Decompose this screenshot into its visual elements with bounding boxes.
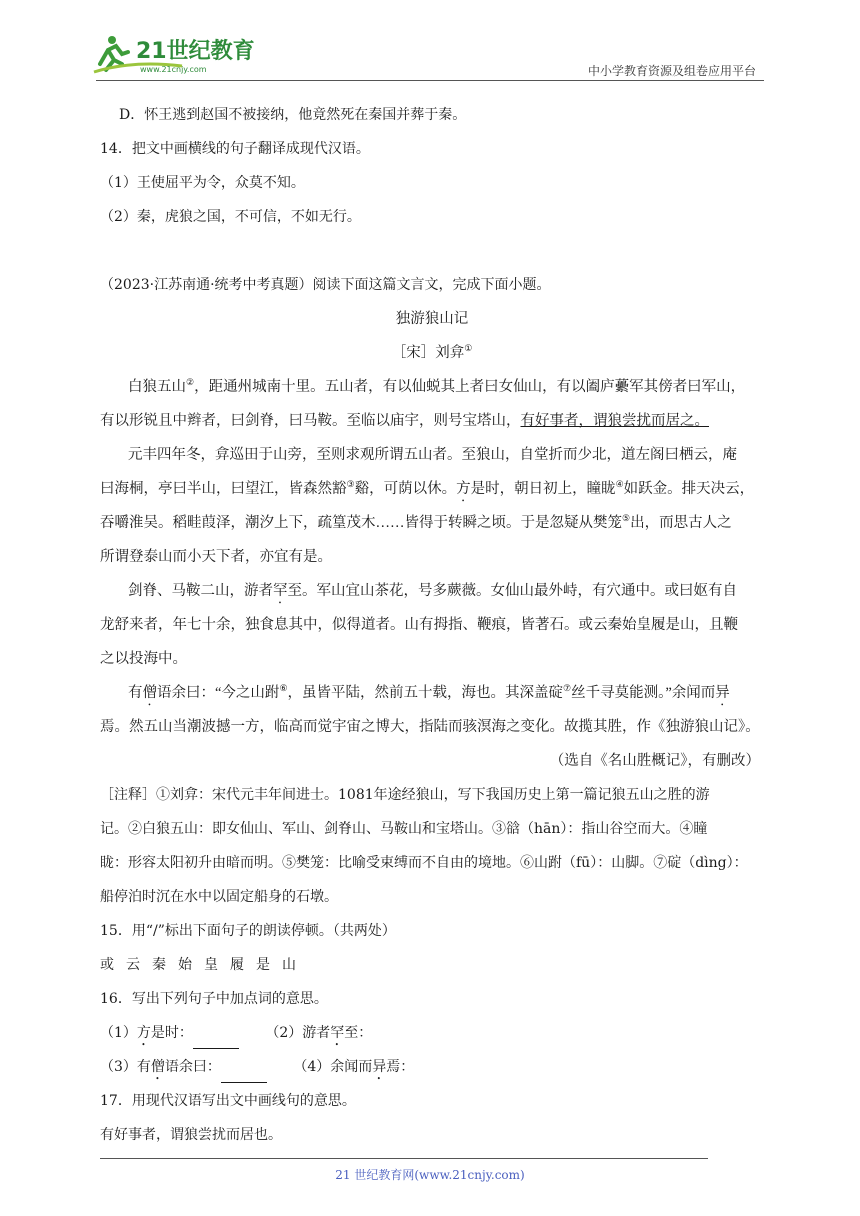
dotted-word-fang: 方 [456,481,471,497]
p2-line-4: 所谓登泰山而小天下者，亦宜有是。 [100,549,332,565]
q14-item-2: （2）秦，虎狼之国，不可信，不如无行。 [100,209,361,225]
q13-option-d: D．怀王逃到赵国不被接纳，他竟然死在秦国并葬于秦。 [119,107,467,123]
q17-prompt: 17．用现代汉语写出文中画线句的意思。 [100,1093,356,1109]
p2-line-3: 吞嚼淮吴。稻畦葭泽，潮汐上下，疏篁茂木……皆得于转瞬之顷。于是忽疑从樊笼⑤出，而思古人之 [100,513,732,531]
platform-tagline: 中小学教育资源及组卷应用平台 [587,64,756,78]
p4-line-1: 有僧语余曰：“今之山跗⑥，虽皆平陆，然前五十载，海也。其深盖碇⑦丝千寻莫能测。”余闻而异 [128,683,730,701]
q14-prompt: 14．把文中画横线的句子翻译成现代汉语。 [100,141,370,157]
annotations [100,782,764,918]
p3-line-2: 龙舒来者，年七十余，独食息其中，似得道者。山有拇指、鞭痕，皆著石。或云秦始皇履是山，且鞭 [100,617,738,633]
q16-dot-1: 方 [136,1025,151,1041]
passage-citation: （选自《名山胜概记》，有删改） [549,753,760,769]
p1-line-1: 白狼五山②，距通州城南十里。五山者，有以仙蜕其上者曰女仙山，有以阖庐虆军其傍者曰军山， [128,377,746,395]
underlined-sentence: 有好事者，谓狼尝扰而居之。 [520,413,709,429]
q14-item-1: （1）王使屈平为令，众莫不知。 [100,175,305,191]
q15-prompt: 15．用“/”标出下面句子的朗读停顿。（共两处） [100,923,396,939]
classical-passage [100,306,764,782]
note-line-2: 记。②白狼五山：即女仙山、军山、剑脊山、马鞍山和宝塔山。③谽（hān）：指山谷空而大。④瞳 [100,821,708,837]
p1-line-2: 有以形锐且中辫者，曰剑脊，曰马鞍。至临以庙宇，则号宝塔山，有好事者，谓狼尝扰而居之。 [100,413,709,429]
footer-text[interactable]: 21 世纪教育网(www.21cnjy.com) [335,1168,525,1182]
q17-sentence: 有好事者，谓狼尝扰而居也。 [100,1127,282,1143]
passage-author: ［宋］刘弇① [391,343,473,361]
p2-line-2: 曰海桐，亭曰半山，曰望江，皆森然豁③谿，可荫以休。方是时，朝日初上，瞳眬④如跃金。排天决云， [100,479,755,497]
q16-dot-4: 异 [372,1059,387,1075]
p4-line-2: 焉。然五山当潮波撼一方，临高而觉宇宙之博大，指陆而骇溟海之变化。故揽其胜，作《独游狼山记》。 [100,719,760,735]
p2-line-1: 元丰四年冬，弇巡田于山旁，至则求观所谓五山者。至狼山，自堂折而少北，道左阁曰栖云，庵 [128,447,737,463]
dotted-word-han: 罕 [273,583,288,599]
dotted-word-seng: 僧 [142,685,157,701]
runner-logo-icon [92,30,267,78]
page-header [0,0,860,90]
q15-sentence: 或云秦始皇履是山 [100,957,308,973]
note-line-1: ［注释］①刘弇：宋代元丰年间进士。1081年途经狼山，写下我国历史上第一篇记狼五山之胜的游 [100,787,710,803]
q16-row-2: （3）有僧语余曰： （4）余闻而异焉： [100,1054,764,1088]
footer-divider [100,1158,708,1159]
q16-prompt: 16．写出下列句子中加点词的意思。 [100,991,328,1007]
logo-text: 21世纪教育 [136,39,255,64]
passage-title: 独游狼山记 [395,311,469,327]
note-line-3: 眬：形容太阳初升由暗而明。⑤樊笼：比喻受束缚而不自由的境地。⑥山跗（fū）：山脚。⑦碇（dìng）： [100,855,748,871]
q16-row-1: （1）方是时： （2）游者罕至： [100,1020,764,1054]
header-divider [96,80,764,81]
note-line-4: 船停泊时沉在水中以固定船身的石墩。 [100,889,338,905]
source-line: （2023·江苏南通·统考中考真题）阅读下面这篇文言文，完成下面小题。 [100,277,551,293]
dotted-word-yi: 异 [715,685,730,701]
q16-dot-3: 僧 [150,1059,165,1075]
logo-url: www.21cnjy.com [140,65,207,74]
p3-line-1: 剑脊、马鞍二山，游者罕至。军山宜山茶花，号多蕨薇。女仙山最外峙，有穴通中。或曰妪有自 [128,583,737,599]
document-body [100,102,764,1156]
answer-blank-1[interactable] [193,1032,239,1049]
q16-dot-2: 罕 [330,1025,345,1041]
site-logo[interactable] [92,30,267,78]
p3-line-3: 之以投海中。 [100,651,187,667]
answer-blank-3[interactable] [221,1066,267,1083]
